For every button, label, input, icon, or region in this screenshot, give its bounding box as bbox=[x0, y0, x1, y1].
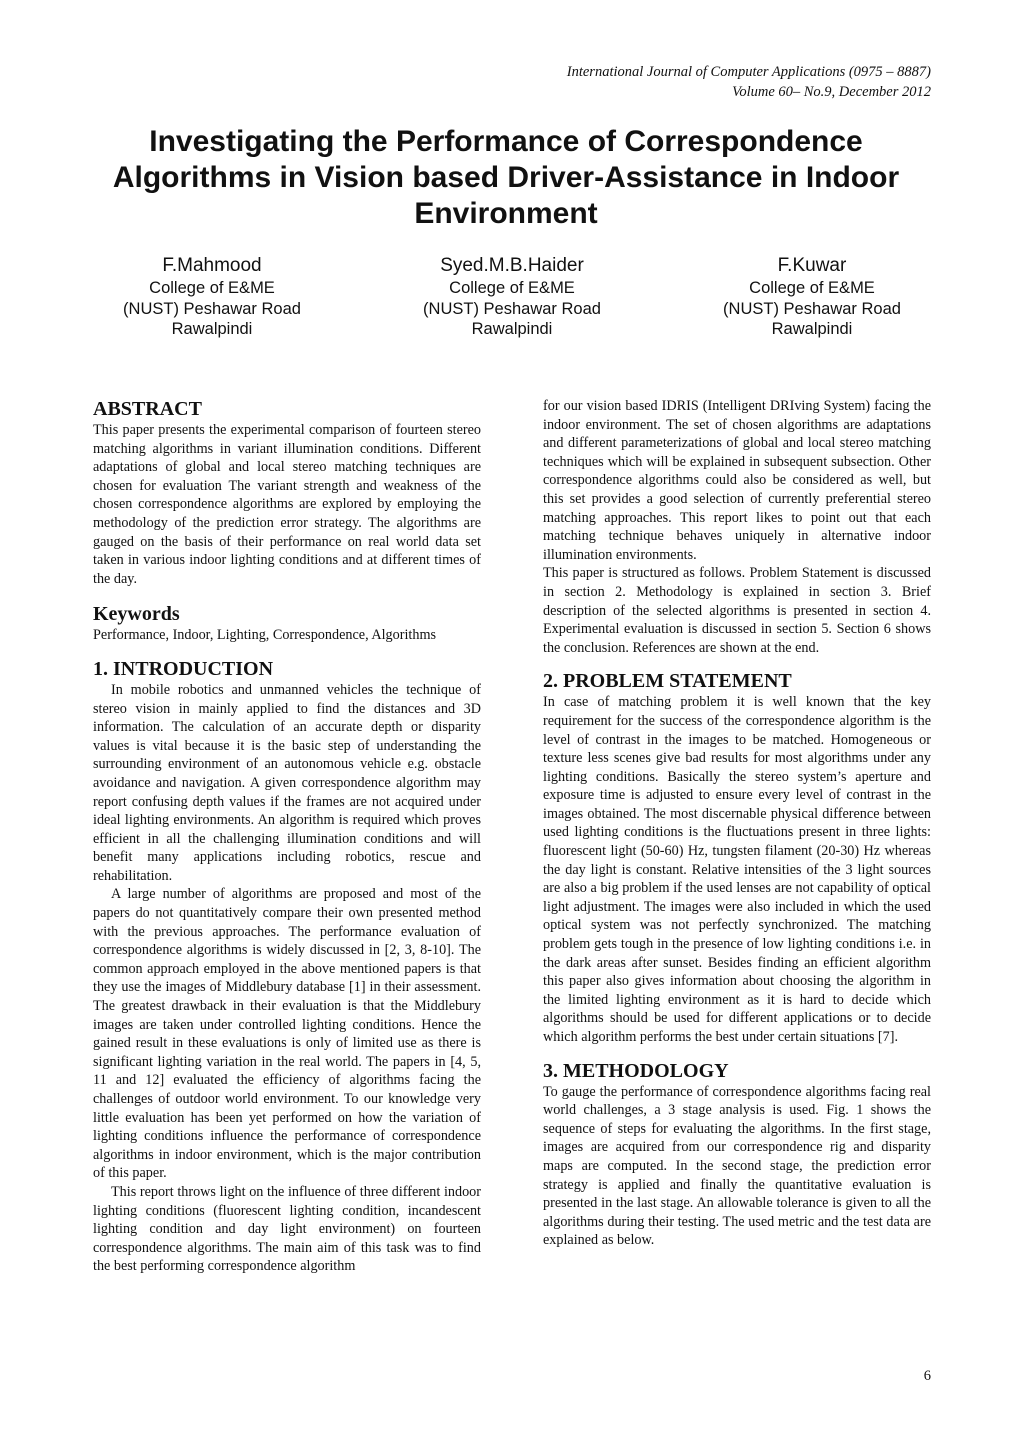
keywords-heading: Keywords bbox=[93, 603, 180, 626]
introduction-paragraph-4: for our vision based IDRIS (Intelligent DRIving System) facing the indoor environment. The set of chosen algorithms are adaptations and different parameterizations of global and local stereo matching techniques which will be explained in subsequent subsection. Other correspondence algorithms could also be considered as well, but this set provides a good selection of currently preferential stereo matching approaches. This report likes to point out that each matching technique behaves uniquely in alternative indoor illumination environments. bbox=[543, 398, 931, 563]
author-affiliation: College of E&ME bbox=[149, 279, 275, 297]
author-address: (NUST) Peshawar Road bbox=[423, 299, 601, 318]
methodology-heading: 3. METHODOLOGY bbox=[543, 1059, 729, 1082]
page-number: 6 bbox=[923, 1368, 931, 1384]
author-address: (NUST) Peshawar Road bbox=[123, 299, 301, 318]
introduction-paragraph-3: This report throws light on the influence of three different indoor lighting conditions (fluorescent lighting condition, incandescent lighting condition and day light environment) on fourteen correspondence algorithms. The main aim of this task was to find the best performing correspondence algorithm bbox=[93, 1183, 481, 1275]
keywords-text: Performance, Indoor, Lighting, Correspondence, Algorithms bbox=[93, 627, 437, 644]
introduction-paragraph-2: A large number of algorithms are proposed and most of the papers do not quantitatively compare their own presented method with the previous approaches. The performance evaluation of correspondence algorithms is widely discussed in [2, 3, 8-10]. The common approach employed in the above mentioned papers is that they use the images of Middlebury database [1] in their assessment. The greatest drawback in their evaluation is that the Middlebury images are taken under controlled lighting conditions. Hence the gained result in these evaluations is only of limited use as there is significant lighting variation in the real world. The papers in [4, 5, 11 and 12] evaluated the efficiency of algorithms facing the challenges of outdoor world environment. To our knowledge very little evaluation has been yet performed on how the variation of lighting conditions influence the performance of correspondence algorithms in indoor environment, which is the major contribution of this paper. bbox=[93, 886, 481, 1182]
author-city: Rawalpindi bbox=[771, 320, 853, 338]
author-name: Syed.M.B.Haider bbox=[440, 255, 584, 276]
introduction-heading: 1. INTRODUCTION bbox=[93, 657, 274, 680]
problem-text: In case of matching problem it is well known that the key requirement for the success of the correspondence algorithm is the level of contrast in the images to be matched. Homogeneous or texture less scenes give bad results for most algorithms under any lighting conditions. Basically the stereo system’s aperture and exposure time is adjusted to ensure every level of contrast in the images obtained. The most discernable physical difference between used lighting conditions is the fluctuations present in three lights: fluorescent light (50-60) Hz, tungsten filament (20-30) Hz whereas the day light is constant. Relative intensities of the 3 light sources are also a big problem if the used lenses are not capability of optical light adjustment. The images were also included in which the used optical system was not perfectly synchronized. The matching problem gets tough in the presence of low lighting conditions i.e. in the dark areas after sunset. Besides finding an efficient algorithm this paper also gives information about choosing the algorithm in the limited lighting environment as it is hard to decide which algorithms should be used for different applications or to decide which algorithm performs the best under certain situations [7]. bbox=[543, 694, 931, 1045]
journal-header bbox=[567, 62, 931, 102]
author-affiliation: College of E&ME bbox=[749, 279, 875, 297]
paper-title: Investigating the Performance of Correspondence Algorithms in Vision based Driver-Assistance in Indoor Environment bbox=[112, 125, 900, 230]
introduction-paragraph-5: This paper is structured as follows. Problem Statement is discussed in section 2. Methodology is explained in section 3. Brief description of the selected algorithms is presented in section 4. Experimental evaluation is discussed in section 5. Section 6 shows the conclusion. References are shown at the end. bbox=[543, 565, 931, 656]
abstract-text: This paper presents the experimental comparison of fourteen stereo matching algorithms in variant illumination conditions. Different adaptations of global and local stereo matching techniques are chosen for evaluation The variant strength and weakness of the chosen correspondence algorithms are explored by employing the methodology of the prediction error strategy. The algorithms are gauged on the basis of their performance on real world data set taken in various indoor lighting conditions and at different times of the day. bbox=[93, 422, 481, 587]
author-affiliation: College of E&ME bbox=[449, 279, 575, 297]
author-address: (NUST) Peshawar Road bbox=[723, 299, 901, 318]
author-3 bbox=[682, 254, 942, 340]
left-column bbox=[93, 397, 481, 1276]
author-city: Rawalpindi bbox=[171, 320, 253, 338]
author-city: Rawalpindi bbox=[471, 320, 553, 338]
abstract-heading: ABSTRACT bbox=[93, 398, 202, 420]
author-2 bbox=[382, 254, 642, 340]
problem-heading: 2. PROBLEM STATEMENT bbox=[543, 670, 792, 693]
journal-volume: Volume 60– No.9, December 2012 bbox=[732, 84, 931, 100]
right-column bbox=[543, 397, 931, 1250]
author-1 bbox=[82, 254, 342, 340]
methodology-text: To gauge the performance of correspondence algorithms facing real world challenges, a 3 stage analysis is used. Fig. 1 shows the sequence of steps for evaluating the algorithms. In the first stage, images are acquired from our correspondence rig and disparity maps are computed. In the second stage, the prediction error strategy is applied and finally the quantitative evaluation is presented in the last stage. An allowable tolerance is given to all the algorithms during their testing. The used metric and the test data are explained as below. bbox=[543, 1083, 931, 1249]
author-name: F.Mahmood bbox=[162, 255, 262, 276]
journal-name: International Journal of Computer Applications (0975 – 8887) bbox=[566, 64, 931, 80]
author-name: F.Kuwar bbox=[777, 255, 847, 276]
introduction-paragraph-1: In mobile robotics and unmanned vehicles the technique of stereo vision in mainly applied to find the distances and 3D information. The calculation of an accurate depth or disparity values is vital because it is the basic step of understanding the surrounding environment of an autonomous vehicle e.g. obstacle avoidance and navigation. A given correspondence algorithm may report confusing depth values if the frames are not acquired under ideal lighting environments. An algorithm is required which proves efficient in all the challenging illumination conditions and will benefit many applications including robotics, rescue and rehabilitation. bbox=[93, 681, 481, 884]
